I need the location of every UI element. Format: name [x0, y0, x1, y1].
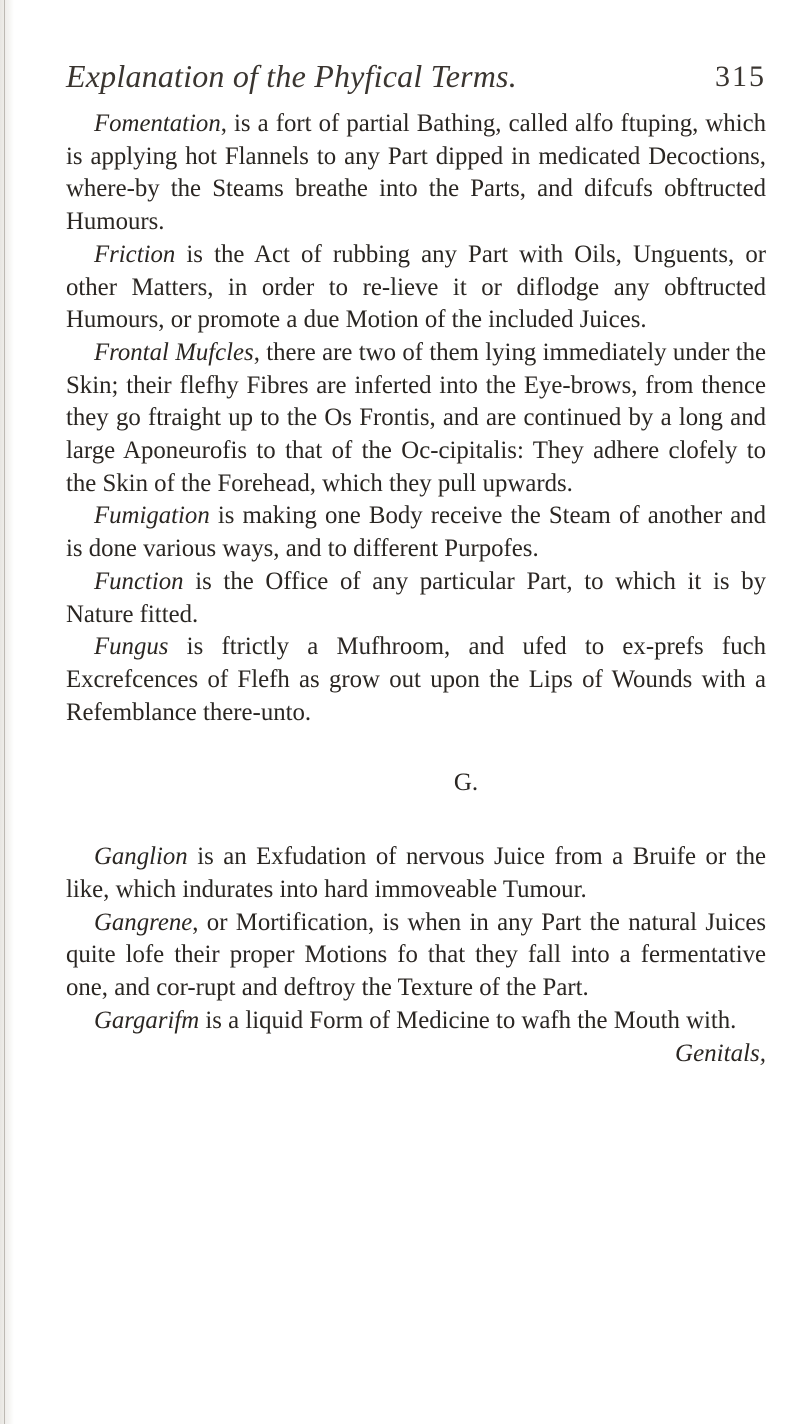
glossary-entry: [66, 907, 766, 1005]
entries-section-g: [66, 841, 766, 1037]
glossary-entry: [66, 337, 766, 501]
entry-term: Fomentation: [94, 110, 221, 137]
page-number: 315: [715, 60, 766, 93]
page-binding-line: [4, 0, 5, 1424]
glossary-entry: [66, 108, 766, 239]
entry-term: Fumigation: [94, 502, 210, 530]
entry-text: is a liquid Form of Medicine to wafh the Mouth with.: [199, 1006, 737, 1034]
glossary-entry: [66, 566, 766, 631]
entry-text: , is a fort of partial Bathing, called alfo ftuping, which is applying hot Flannels to any Part dipped in medicated Decoctions, where-by the Steams breathe into the Parts, and difcufs obftructed Humours.: [66, 110, 766, 236]
glossary-entry: [66, 239, 766, 337]
entry-term: Ganglion: [94, 843, 188, 871]
entry-text: is the Office of any particular Part, to which it is by Nature fitted.: [66, 567, 766, 628]
page-binding-edge: [0, 0, 14, 1424]
entry-term: Fungus: [94, 633, 169, 661]
entry-text: is the Act of rubbing any Part with Oils, Unguents, or other Matters, in order to re-lieve it or diflodge any obftructed Humours, or promote a due Motion of the included Juices.: [66, 240, 766, 334]
catchword: Genitals,: [675, 1039, 766, 1067]
glossary-entry: [66, 631, 766, 729]
page-header: [66, 58, 766, 108]
entry-term: Gangrene: [94, 908, 193, 936]
entry-term: Function: [94, 567, 184, 595]
section-heading-g: G.: [453, 769, 479, 797]
entries-section-f: [66, 108, 766, 729]
entry-term: Friction: [94, 240, 176, 268]
entry-text: is ftrictly a Mufhroom, and ufed to ex-prefs fuch Excrefcences of Flefh as grow out upon the Lips of Wounds with a Refemblance there-unto.: [66, 633, 766, 726]
book-page: [66, 58, 766, 1070]
glossary-entry: [66, 841, 766, 906]
glossary-entry: [66, 1005, 766, 1038]
glossary-entry: [66, 500, 766, 565]
entry-text: is an Exfudation of nervous Juice from a Bruife or the like, which indurates into hard immoveable Tumour.: [66, 843, 766, 904]
entry-term: Gargarifm: [94, 1006, 200, 1034]
entry-text: , or Mortification, is when in any Part the natural Juices quite lofe their proper Motions fo that they fall into a fermentative one, and cor-rupt and deftroy the Texture of the Part.: [66, 908, 766, 1002]
entry-term: Frontal Mufcles: [94, 338, 254, 366]
running-title: Explanation of the Phyfical Terms.: [66, 58, 517, 94]
entry-text: , there are two of them lying immediately under the Skin; their flefhy Fibres are inferted into the Eye-brows, from thence they go ftraight up to the Os Frontis, and are continued by a long and large Aponeurofis to that of the Oc-cipitalis: They adhere clofely to the Skin of the Forehead, which they pull upwards.: [66, 338, 766, 497]
entry-text: is making one Body receive the Steam of another and is done various ways, and to different Purpofes.: [66, 502, 766, 563]
